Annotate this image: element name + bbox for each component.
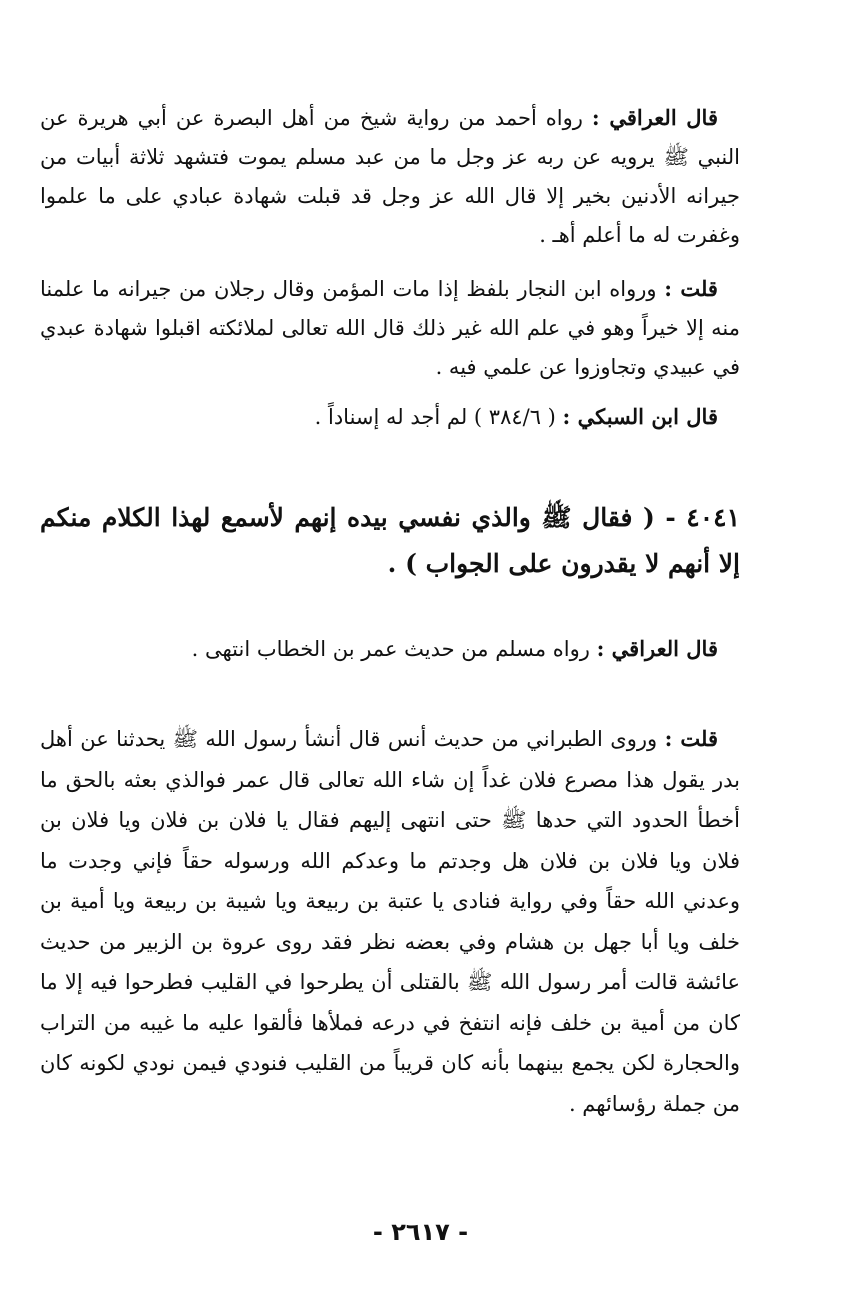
qultu-text-1: ورواه ابن النجار بلفظ إذا مات المؤمن وقال رجلان من جيرانه ما علمنا منه إلا خيراً وهو في علم الله غير ذلك قال الله تعالى لملائكته اقبلوا شهادة عبدي في عبيدي وتجاوزوا عن علمي فيه . [40,277,740,379]
qultu-text-2: وروى الطبراني من حديث أنس قال أنشأ رسول الله ﷺ يحدثنا عن أهل بدر يقول هذا مصرع فلان غداً إن شاء الله تعالى قال عمر فوالذي بعثه بالحق ما أخطأ الحدود التي حدها ﷺ حتى انتهى إليهم فقال يا فلان بن فلان ويا فلان بن فلان ويا فلان بن فلان هل وجدتم ما وعدكم الله ورسوله حقاً فإني وجدت ما وعدني الله حقاً وفي رواية فنادى يا عتبة بن ربيعة ويا شيبة بن ربيعة ويا أمية بن خلف ويا أبا جهل بن هشام وفي بعضه نظر فقد روى عروة بن الزبير من حديث عائشة قالت أمر رسول الله ﷺ بالقتلى أن يطرحوا في القليب فطرحوا فيه إلا ما كان من أمية بن خلف فإنه انتفخ في درعه فملأها فألقوا عليه ما غيبه من التراب والحجارة لكن يجمع بينهما بأنه كان قريباً من القليب فنودي فيمن نودي لكونه كان من جملة رؤسائهم . [40,727,740,1116]
hadith-text: ٤٠٤١ - ( فقال ﷺ والذي نفسي بيده إنهم لأسمع لهذا الكلام منكم إلا أنهم لا يقدرون على الجواب ) . [40,503,740,578]
iraqi-lead-1: قال العراقي : [591,105,718,130]
qultu-commentary-2 [40,719,740,1124]
subki-lead: قال ابن السبكي : [562,404,718,429]
subki-text: ( ٣٨٤/٦ ) لم أجد له إسناداً . [314,405,563,429]
page-number: - ٢٦١٧ - [372,1218,469,1246]
iraqi-text-1: رواه أحمد من رواية شيخ من أهل البصرة عن أبي هريرة عن النبي ﷺ يرويه عن ربه عز وجل ما من عبد مسلم يموت فتشهد ثلاثة أبيات من جيرانه الأدنين بخير إلا قال الله عز وجل قد قبلت شهادة عبادي على ما علموا وغفرت له ما أعلم أهـ . [40,106,740,247]
iraqi-text-2: رواه مسلم من حديث عمر بن الخطاب انتهى . [191,637,597,661]
qultu-lead-2: قلت : [664,726,718,751]
iraqi-lead-2: قال العراقي : [596,636,718,661]
iraqi-commentary-2 [40,629,740,669]
qultu-commentary-1 [40,269,740,387]
page-body [40,90,740,1124]
hadith-heading [40,495,740,587]
iraqi-commentary-1 [40,98,740,255]
qultu-lead-1: قلت : [664,276,718,301]
subki-commentary [40,397,740,437]
